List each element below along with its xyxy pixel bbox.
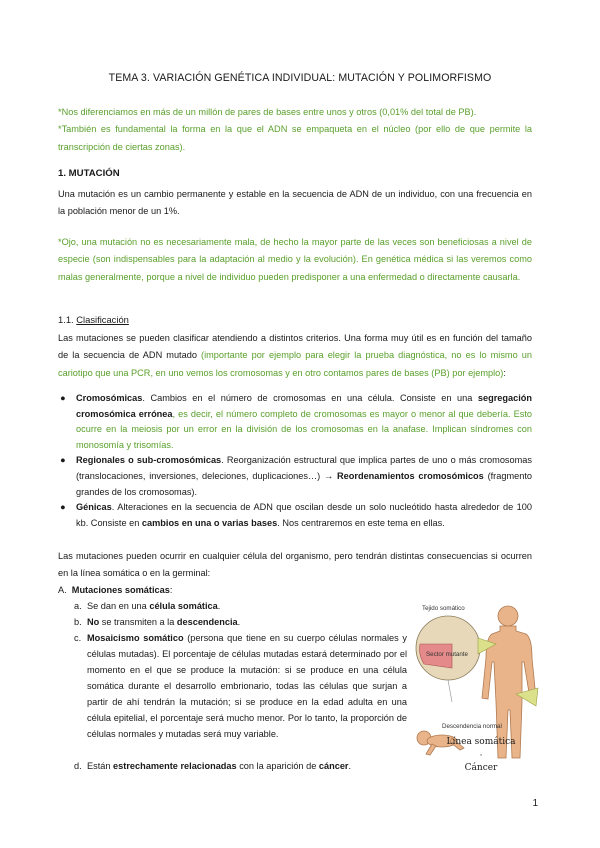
subsection-title: Clasificación: [76, 314, 129, 325]
bullet-icon: ●: [60, 455, 66, 466]
somatic-item-a: a. Se dan en una célula somática.: [74, 601, 221, 611]
mutation-definition: Una mutación es un cambio permanente y estable en la secuencia de ADN de un individuo, con una frecuencia en la población menor de un 1%.: [58, 189, 532, 217]
list-item-cromosomicas: ● Cromosómicas. Cambios en el número de cromosomas en una célula. Consiste en una segregación cromosómica errónea, es decir, el número completo de cromosomas es mayor o menor al que debería. Esto ocurre en la meiosis por un error en la división de los cromosomas en la anafase. Implican síndromes con monosomía y trisomías.: [60, 393, 532, 450]
label-tissue: Tejido somático: [422, 605, 465, 612]
figure-caption-linea: Línea somática: [446, 737, 516, 747]
list-item-regionales: ● Regionales o sub-cromosómicas. Reorganización estructural que implica partes de uno o más cromosomas (translocaciones, inversiones, deleciones, duplicaciones…) → Reordenamientos cromosómicos (fragmento grandes de los cromosomas).: [60, 455, 532, 497]
mutation-note: *Ojo, una mutación no es necesariamente mala, de hecho la mayor parte de las veces son beneficiosas a nivel de especie (son indispensables para la adaptación al medio y la evolución). En genética médica si las veremos como malas generalmente, porque a nivel de individuo pueden predisponer a una enfermedad o directamente causarla.: [58, 237, 532, 282]
label-sector: Sector mutante: [426, 651, 468, 658]
page-title: TEMA 3. VARIACIÓN GENÉTICA INDIVIDUAL: MUTACIÓN Y POLIMORFISMO: [108, 72, 492, 84]
note-2: *También es fundamental la forma en la que el ADN se empaqueta en el núcleo (por ello de que permite la transcripción de ciertas zonas).: [58, 124, 532, 152]
lineas-intro: Las mutaciones pueden ocurrir en cualquier célula del organismo, pero tendrán distintas consecuencias si ocurren en la línea somática o en la germinal:: [58, 551, 532, 578]
note-1: *Nos diferenciamos en más de un millón de pares de bases entre unos y otros (0,01% del total de PB).: [58, 107, 477, 117]
subsection-heading-clasificacion: [58, 314, 129, 325]
adult-body-illustration: [482, 606, 536, 758]
heading-mutaciones-somaticas: A. Mutaciones somáticas:: [58, 585, 173, 595]
intro-notes: [58, 104, 532, 156]
somatic-item-c: c. Mosaicismo somático (persona que tiene en su cuerpo células normales y células mutadas). El porcentaje de células mutadas estará determinado por el momento en el que se produce la mutación: si se produce en una célula somática durante el desarrollo embrionario, todas las células que surjan a partir de ahí tendrán la mutación; si se produce en la edad adulta en una célula epitelial, el porcentaje será mucho menor. Por lo tanto, la proporción de células normales y mutadas será muy variable.: [74, 633, 408, 739]
bullet-icon: ●: [60, 393, 66, 403]
subsection-number: 1.1.: [58, 314, 77, 325]
classification-intro: Las mutaciones se pueden clasificar atendiendo a distintos criterios. Una forma muy útil es en función del tamaño de la secuencia de ADN mutado (importante por ejemplo para elegir la prueba diagnóstica, no es lo mismo un cariotipo que una PCR, en uno vemos los cromosomas y en otro contamos pares de bases (PB) por ejemplo):: [58, 333, 533, 378]
bullet-icon: ●: [60, 502, 66, 513]
somatic-item-d: d. Están estrechamente relacionadas con la aparición de cáncer.: [74, 761, 352, 771]
classification-list: [58, 391, 532, 531]
page-number: 1: [532, 798, 538, 809]
list-item-genicas: ● Génicas. Alteraciones en la secuencia de ADN que oscilan desde un solo nucleótido hasta alrededor de 100 kb. Consiste en cambios en una o varias bases. Nos centraremos en este tema en ellas.: [60, 502, 532, 528]
figure-caption-dot: ·: [479, 751, 483, 761]
figure-caption-cancer: Cáncer: [464, 763, 498, 773]
somatic-item-b: b. No se transmiten a la descendencia.: [74, 617, 241, 627]
label-offspring: Descendencia normal: [442, 723, 502, 730]
section-heading-mutacion: 1. MUTACIÓN: [58, 168, 120, 179]
